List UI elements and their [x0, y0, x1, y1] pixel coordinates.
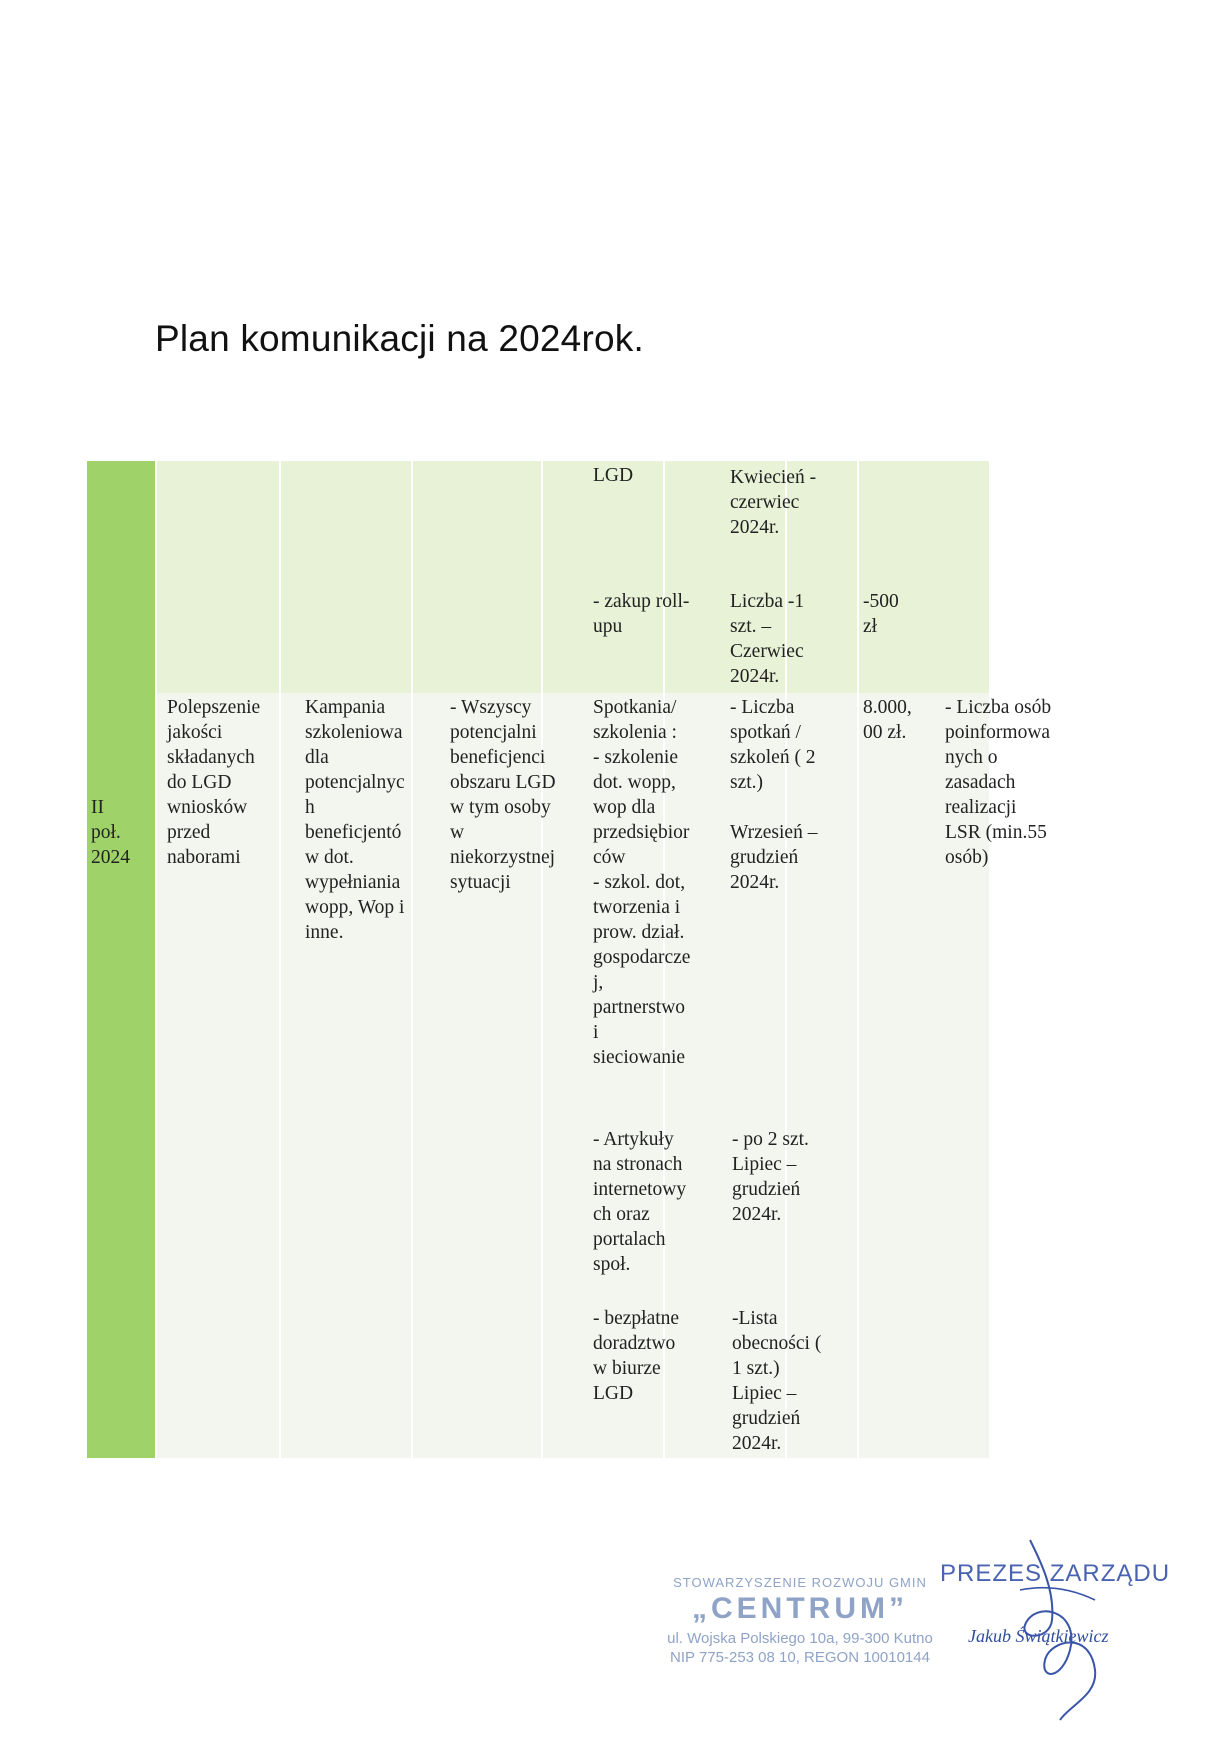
organization-stamp — [660, 1575, 940, 1705]
cell-action-rollup: - zakup roll- upu — [593, 591, 690, 637]
stamp-line-3: ul. Wojska Polskiego 10a, 99-300 Kutno — [667, 1630, 933, 1647]
cell-budget-rollup: -500 zł — [863, 591, 899, 637]
page-title: Plan komunikacji na 2024rok. — [155, 318, 644, 359]
cell-target-group: - Wszyscy potencjalni beneficjenci obszaru LGD w tym osoby w niekorzystnej sytuacji — [450, 697, 556, 893]
cell-action-advice: - bezpłatne doradztwo w biurze LGD — [593, 1308, 680, 1404]
cell-action-articles: - Artykuły na stronach internetowy ch oraz portalach społ. — [593, 1129, 687, 1275]
stamp-line-4: NIP 775-253 08 10, REGON 10010144 — [670, 1649, 930, 1666]
cell-indicator-rollup: Liczba -1 szt. – Czerwiec 2024r. — [730, 591, 805, 687]
stamp-line-2: „CENTRUM” — [692, 1592, 908, 1625]
column-goal — [157, 461, 279, 1458]
cell-indicator-trainings: - Liczba spotkań / szkoleń ( 2 szt.) Wrzesień – grudzień 2024r. — [730, 697, 818, 893]
signature-name: Jakub Świątkiewicz — [968, 1626, 1109, 1646]
cell-indicator-articles: - po 2 szt. Lipiec – grudzień 2024r. — [732, 1129, 809, 1225]
communication-plan-table — [87, 461, 1087, 1458]
cell-term: II poł. 2024 — [91, 797, 130, 868]
cell-goal: Polepszenie jakości składanych do LGD wniosków przed naborami — [167, 697, 261, 868]
column-campaign — [281, 461, 411, 1458]
signature-title: PREZES ZARZĄDU — [940, 1560, 1171, 1587]
column-target-group — [413, 461, 541, 1458]
cell-indicator-advice: -Lista obecności ( 1 szt.) Lipiec – grudzień 2024r. — [732, 1308, 822, 1454]
handwritten-signature-icon — [1000, 1530, 1120, 1730]
column-term — [87, 461, 155, 1458]
stamp-line-1: STOWARZYSZENIE ROZWOJU GMIN — [673, 1575, 927, 1590]
cell-budget-trainings: 8.000, 00 zł. — [863, 697, 912, 743]
cell-effect: - Liczba osób poinformowa nych o zasadach realizacji LSR (min.55 osób) — [945, 697, 1052, 868]
cell-period-apr-jun: Kwiecień - czerwiec 2024r. — [730, 467, 817, 538]
cell-action-trainings: Spotkania/ szkolenia : - szkolenie dot. wopp, wop dla przedsiębior ców - szkol. dot, tworzenia i prow. dział. gospodarcze j, partnerstwo i sieciowanie — [593, 697, 691, 1068]
cell-target-lgd: LGD — [593, 465, 634, 486]
cell-campaign: Kampania szkoleniowa dla potencjalnyc h beneficjentó w dot. wypełniania wopp, Wop i inne. — [305, 697, 405, 943]
